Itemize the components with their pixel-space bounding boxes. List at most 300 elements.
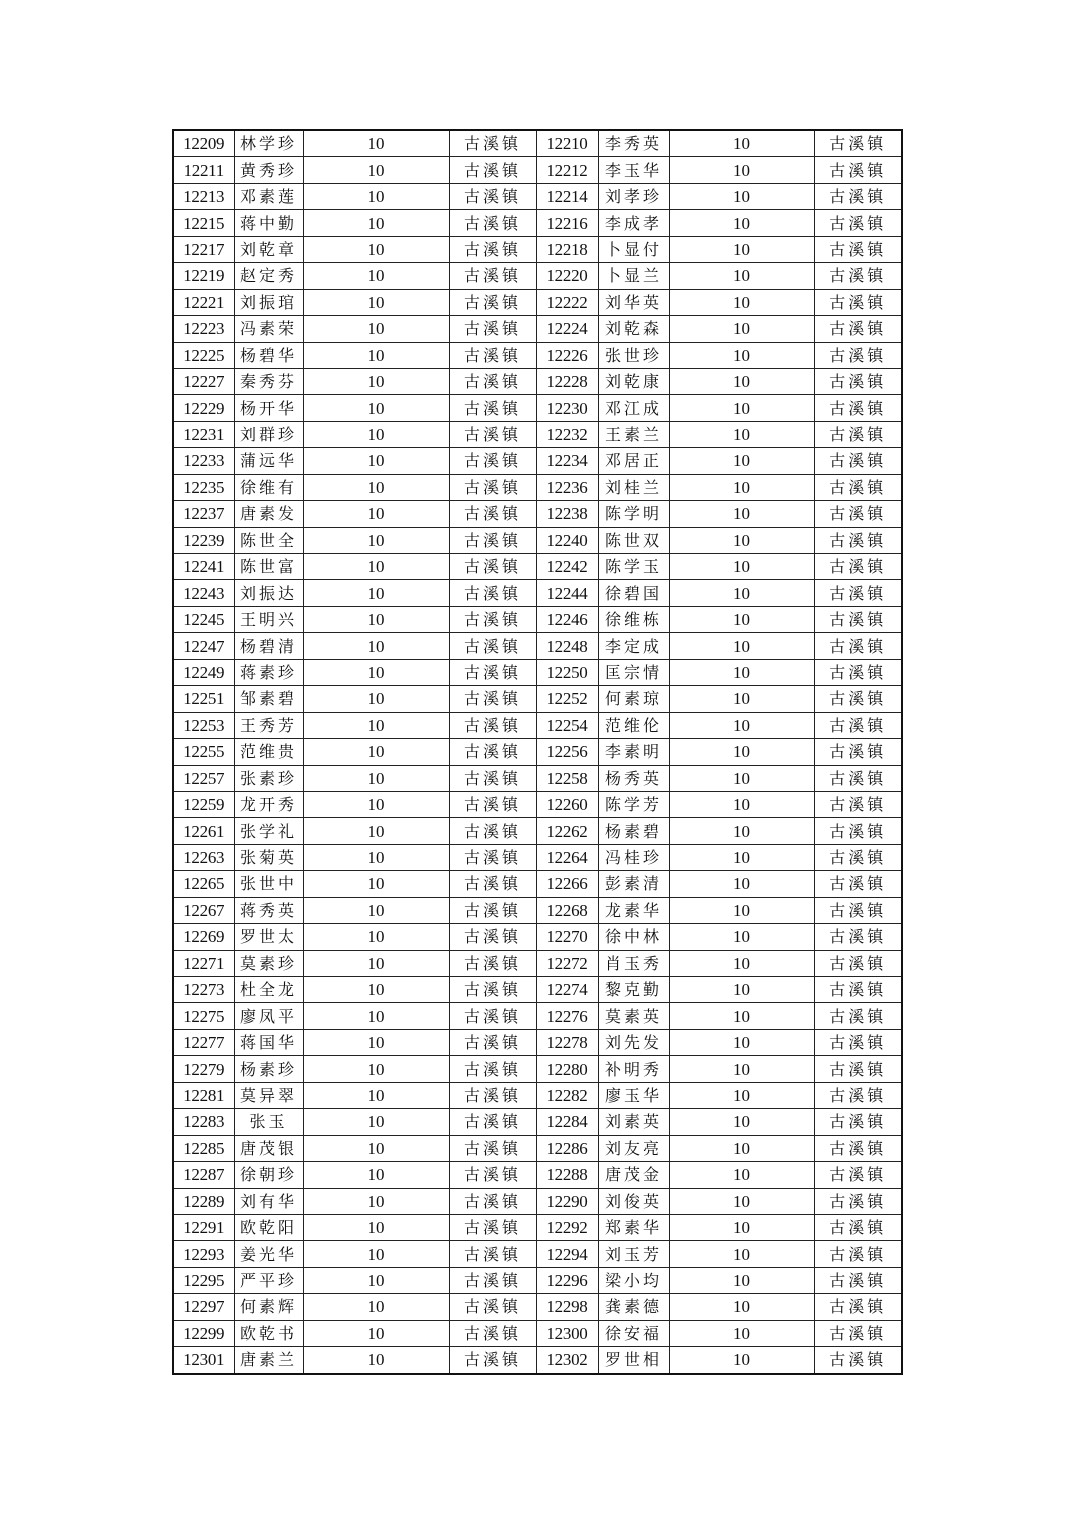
amount-cell: 10 [303,316,449,342]
amount-cell: 10 [669,950,814,976]
town-cell: 古溪镇 [814,474,902,500]
town-cell: 古溪镇 [449,157,536,183]
town-cell: 古溪镇 [449,765,536,791]
record-id-cell: 12269 [173,924,234,950]
amount-cell: 10 [669,527,814,553]
town-cell: 古溪镇 [449,1188,536,1214]
person-name-cell: 李成孝 [598,210,669,236]
town-cell: 古溪镇 [449,342,536,368]
table-row [173,1267,902,1293]
record-id-cell: 12221 [173,289,234,315]
amount-cell: 10 [669,686,814,712]
amount-cell: 10 [303,791,449,817]
amount-cell: 10 [669,210,814,236]
amount-cell: 10 [303,580,449,606]
record-id-cell: 12300 [536,1320,598,1346]
person-name-cell: 张素珍 [234,765,303,791]
town-cell: 古溪镇 [814,739,902,765]
amount-cell: 10 [669,1135,814,1161]
record-id-cell: 12228 [536,368,598,394]
table-row [173,659,902,685]
table-row [173,1082,902,1108]
person-name-cell: 李定成 [598,633,669,659]
record-id-cell: 12293 [173,1241,234,1267]
record-id-cell: 12270 [536,924,598,950]
town-cell: 古溪镇 [449,1162,536,1188]
person-name-cell: 徐碧国 [598,580,669,606]
record-id-cell: 12252 [536,686,598,712]
town-cell: 古溪镇 [449,897,536,923]
town-cell: 古溪镇 [814,289,902,315]
town-cell: 古溪镇 [814,1347,902,1374]
town-cell: 古溪镇 [449,1082,536,1108]
amount-cell: 10 [303,739,449,765]
amount-cell: 10 [303,1135,449,1161]
table-row [173,368,902,394]
person-name-cell: 郑素华 [598,1214,669,1240]
amount-cell: 10 [669,1267,814,1293]
town-cell: 古溪镇 [449,580,536,606]
town-cell: 古溪镇 [814,977,902,1003]
record-id-cell: 12299 [173,1320,234,1346]
town-cell: 古溪镇 [814,554,902,580]
town-cell: 古溪镇 [449,633,536,659]
town-cell: 古溪镇 [449,448,536,474]
town-cell: 古溪镇 [449,130,536,157]
record-id-cell: 12294 [536,1241,598,1267]
person-name-cell: 刘先发 [598,1029,669,1055]
town-cell: 古溪镇 [449,818,536,844]
person-name-cell: 刘振琯 [234,289,303,315]
amount-cell: 10 [669,871,814,897]
amount-cell: 10 [669,765,814,791]
record-id-cell: 12258 [536,765,598,791]
amount-cell: 10 [303,554,449,580]
person-name-cell: 徐中林 [598,924,669,950]
town-cell: 古溪镇 [814,1267,902,1293]
amount-cell: 10 [303,501,449,527]
town-cell: 古溪镇 [449,712,536,738]
town-cell: 古溪镇 [814,950,902,976]
record-id-cell: 12265 [173,871,234,897]
person-name-cell: 唐素发 [234,501,303,527]
table-row [173,527,902,553]
record-id-cell: 12223 [173,316,234,342]
person-name-cell: 李秀英 [598,130,669,157]
town-cell: 古溪镇 [449,791,536,817]
record-id-cell: 12247 [173,633,234,659]
amount-cell: 10 [669,263,814,289]
record-id-cell: 12218 [536,236,598,262]
person-name-cell: 欧乾书 [234,1320,303,1346]
town-cell: 古溪镇 [449,659,536,685]
person-name-cell: 王秀芳 [234,712,303,738]
town-cell: 古溪镇 [449,421,536,447]
record-id-cell: 12256 [536,739,598,765]
amount-cell: 10 [669,1082,814,1108]
record-id-cell: 12240 [536,527,598,553]
person-name-cell: 蒋秀英 [234,897,303,923]
town-cell: 古溪镇 [814,210,902,236]
town-cell: 古溪镇 [449,1214,536,1240]
table-row [173,263,902,289]
person-name-cell: 刘乾章 [234,236,303,262]
record-id-cell: 12260 [536,791,598,817]
person-name-cell: 刘俊英 [598,1188,669,1214]
person-name-cell: 邹素碧 [234,686,303,712]
record-id-cell: 12295 [173,1267,234,1293]
amount-cell: 10 [303,527,449,553]
amount-cell: 10 [669,1294,814,1320]
town-cell: 古溪镇 [814,633,902,659]
record-id-cell: 12213 [173,183,234,209]
amount-cell: 10 [669,1003,814,1029]
amount-cell: 10 [669,791,814,817]
town-cell: 古溪镇 [449,1056,536,1082]
town-cell: 古溪镇 [814,580,902,606]
person-name-cell: 李素明 [598,739,669,765]
amount-cell: 10 [303,236,449,262]
person-name-cell: 范维伦 [598,712,669,738]
town-cell: 古溪镇 [814,1188,902,1214]
person-name-cell: 刘孝珍 [598,183,669,209]
amount-cell: 10 [303,1188,449,1214]
town-cell: 古溪镇 [814,1029,902,1055]
amount-cell: 10 [303,1241,449,1267]
town-cell: 古溪镇 [449,844,536,870]
table-row [173,210,902,236]
amount-cell: 10 [303,818,449,844]
record-id-cell: 12229 [173,395,234,421]
town-cell: 古溪镇 [814,1320,902,1346]
table-row [173,448,902,474]
person-name-cell: 龙素华 [598,897,669,923]
town-cell: 古溪镇 [814,791,902,817]
person-name-cell: 姜光华 [234,1241,303,1267]
amount-cell: 10 [303,130,449,157]
amount-cell: 10 [303,1056,449,1082]
town-cell: 古溪镇 [814,157,902,183]
table-row [173,1135,902,1161]
record-id-cell: 12226 [536,342,598,368]
record-id-cell: 12222 [536,289,598,315]
town-cell: 古溪镇 [814,844,902,870]
town-cell: 古溪镇 [814,1162,902,1188]
amount-cell: 10 [303,395,449,421]
town-cell: 古溪镇 [449,554,536,580]
person-name-cell: 刘华英 [598,289,669,315]
person-name-cell: 徐维有 [234,474,303,500]
person-name-cell: 陈世富 [234,554,303,580]
person-name-cell: 邓居正 [598,448,669,474]
record-id-cell: 12287 [173,1162,234,1188]
town-cell: 古溪镇 [814,421,902,447]
record-id-cell: 12234 [536,448,598,474]
amount-cell: 10 [303,844,449,870]
table-row [173,316,902,342]
person-name-cell: 陈学明 [598,501,669,527]
record-id-cell: 12297 [173,1294,234,1320]
town-cell: 古溪镇 [449,316,536,342]
amount-cell: 10 [303,1267,449,1293]
town-cell: 古溪镇 [814,236,902,262]
amount-cell: 10 [303,712,449,738]
person-name-cell: 肖玉秀 [598,950,669,976]
record-id-cell: 12277 [173,1029,234,1055]
person-name-cell: 何素辉 [234,1294,303,1320]
person-name-cell: 王素兰 [598,421,669,447]
person-name-cell: 范维贵 [234,739,303,765]
record-id-cell: 12284 [536,1109,598,1135]
record-id-cell: 12264 [536,844,598,870]
town-cell: 古溪镇 [814,527,902,553]
person-name-cell: 莫异翠 [234,1082,303,1108]
table-row [173,765,902,791]
person-name-cell: 黎克勤 [598,977,669,1003]
record-id-cell: 12237 [173,501,234,527]
person-name-cell: 蒋国华 [234,1029,303,1055]
person-name-cell: 严平珍 [234,1267,303,1293]
amount-cell: 10 [669,1056,814,1082]
amount-cell: 10 [669,818,814,844]
amount-cell: 10 [669,1162,814,1188]
record-id-cell: 12283 [173,1109,234,1135]
person-name-cell: 蒋中勤 [234,210,303,236]
amount-cell: 10 [669,659,814,685]
town-cell: 古溪镇 [814,712,902,738]
record-id-cell: 12209 [173,130,234,157]
record-id-cell: 12278 [536,1029,598,1055]
table-row [173,342,902,368]
record-id-cell: 12245 [173,606,234,632]
record-id-cell: 12211 [173,157,234,183]
record-id-cell: 12290 [536,1188,598,1214]
person-name-cell: 莫素英 [598,1003,669,1029]
table-row [173,818,902,844]
amount-cell: 10 [669,924,814,950]
town-cell: 古溪镇 [449,1135,536,1161]
record-id-cell: 12276 [536,1003,598,1029]
table-row [173,1029,902,1055]
amount-cell: 10 [669,157,814,183]
record-id-cell: 12296 [536,1267,598,1293]
town-cell: 古溪镇 [814,765,902,791]
town-cell: 古溪镇 [449,686,536,712]
amount-cell: 10 [669,1188,814,1214]
record-id-cell: 12272 [536,950,598,976]
record-id-cell: 12273 [173,977,234,1003]
person-name-cell: 欧乾阳 [234,1214,303,1240]
person-name-cell: 张学礼 [234,818,303,844]
amount-cell: 10 [303,765,449,791]
town-cell: 古溪镇 [449,1003,536,1029]
record-id-cell: 12248 [536,633,598,659]
table-row [173,1188,902,1214]
amount-cell: 10 [669,844,814,870]
amount-cell: 10 [303,210,449,236]
amount-cell: 10 [303,1214,449,1240]
town-cell: 古溪镇 [814,395,902,421]
amount-cell: 10 [303,1003,449,1029]
table-row [173,1214,902,1240]
person-name-cell: 冯桂珍 [598,844,669,870]
person-name-cell: 刘桂兰 [598,474,669,500]
town-cell: 古溪镇 [449,1241,536,1267]
amount-cell: 10 [669,554,814,580]
amount-cell: 10 [669,1214,814,1240]
person-name-cell: 杨碧清 [234,633,303,659]
record-id-cell: 12243 [173,580,234,606]
amount-cell: 10 [669,130,814,157]
person-name-cell: 唐素兰 [234,1347,303,1374]
amount-cell: 10 [303,342,449,368]
table-row [173,421,902,447]
person-name-cell: 冯素荣 [234,316,303,342]
amount-cell: 10 [669,1109,814,1135]
record-id-cell: 12224 [536,316,598,342]
amount-cell: 10 [303,1347,449,1374]
table-row [173,554,902,580]
amount-cell: 10 [669,1347,814,1374]
amount-cell: 10 [669,501,814,527]
record-id-cell: 12302 [536,1347,598,1374]
town-cell: 古溪镇 [814,501,902,527]
record-id-cell: 12291 [173,1214,234,1240]
town-cell: 古溪镇 [449,527,536,553]
amount-cell: 10 [669,633,814,659]
amount-cell: 10 [669,289,814,315]
record-id-cell: 12257 [173,765,234,791]
person-name-cell: 刘玉芳 [598,1241,669,1267]
amount-cell: 10 [303,448,449,474]
amount-cell: 10 [669,368,814,394]
town-cell: 古溪镇 [814,1003,902,1029]
amount-cell: 10 [669,580,814,606]
person-name-cell: 杨秀英 [598,765,669,791]
town-cell: 古溪镇 [449,368,536,394]
person-name-cell: 刘素英 [598,1109,669,1135]
amount-cell: 10 [303,421,449,447]
table-row [173,791,902,817]
person-name-cell: 刘群珍 [234,421,303,447]
record-id-cell: 12289 [173,1188,234,1214]
record-id-cell: 12268 [536,897,598,923]
person-name-cell: 龙开秀 [234,791,303,817]
person-name-cell: 刘振达 [234,580,303,606]
town-cell: 古溪镇 [814,263,902,289]
person-name-cell: 蒲远华 [234,448,303,474]
table-row [173,897,902,923]
person-name-cell: 刘乾康 [598,368,669,394]
table-row [173,712,902,738]
record-id-cell: 12210 [536,130,598,157]
amount-cell: 10 [303,1162,449,1188]
amount-cell: 10 [669,897,814,923]
amount-cell: 10 [669,712,814,738]
amount-cell: 10 [303,977,449,1003]
town-cell: 古溪镇 [814,659,902,685]
record-id-cell: 12227 [173,368,234,394]
person-name-cell: 陈世全 [234,527,303,553]
table-row [173,686,902,712]
amount-cell: 10 [303,871,449,897]
person-name-cell: 邓素莲 [234,183,303,209]
record-id-cell: 12267 [173,897,234,923]
amount-cell: 10 [303,924,449,950]
record-id-cell: 12246 [536,606,598,632]
record-id-cell: 12241 [173,554,234,580]
person-name-cell: 卜显付 [598,236,669,262]
person-name-cell: 杨素碧 [598,818,669,844]
record-id-cell: 12286 [536,1135,598,1161]
amount-cell: 10 [669,421,814,447]
record-id-cell: 12263 [173,844,234,870]
amount-cell: 10 [669,395,814,421]
table-row [173,157,902,183]
record-id-cell: 12262 [536,818,598,844]
table-row [173,1347,902,1374]
amount-cell: 10 [303,183,449,209]
record-id-cell: 12250 [536,659,598,685]
table-row [173,474,902,500]
person-name-cell: 徐朝珍 [234,1162,303,1188]
table-row [173,183,902,209]
town-cell: 古溪镇 [449,210,536,236]
amount-cell: 10 [303,474,449,500]
amount-cell: 10 [669,183,814,209]
town-cell: 古溪镇 [814,924,902,950]
record-id-cell: 12255 [173,739,234,765]
person-name-cell: 陈学芳 [598,791,669,817]
person-name-cell: 陈学玉 [598,554,669,580]
town-cell: 古溪镇 [449,1267,536,1293]
town-cell: 古溪镇 [449,924,536,950]
record-id-cell: 12212 [536,157,598,183]
person-name-cell: 罗世相 [598,1347,669,1374]
record-id-cell: 12285 [173,1135,234,1161]
amount-cell: 10 [303,633,449,659]
person-name-cell: 陈世双 [598,527,669,553]
amount-cell: 10 [303,950,449,976]
table-row [173,1162,902,1188]
record-id-cell: 12274 [536,977,598,1003]
person-name-cell: 张菊英 [234,844,303,870]
record-id-cell: 12251 [173,686,234,712]
record-id-cell: 12215 [173,210,234,236]
person-name-cell: 王明兴 [234,606,303,632]
record-id-cell: 12231 [173,421,234,447]
person-name-cell: 杜全龙 [234,977,303,1003]
table-row [173,844,902,870]
amount-cell: 10 [303,157,449,183]
town-cell: 古溪镇 [814,1082,902,1108]
record-id-cell: 12271 [173,950,234,976]
amount-cell: 10 [303,1294,449,1320]
table-row [173,871,902,897]
table-row [173,977,902,1003]
town-cell: 古溪镇 [814,183,902,209]
town-cell: 古溪镇 [449,1294,536,1320]
record-id-cell: 12288 [536,1162,598,1188]
amount-cell: 10 [303,1109,449,1135]
amount-cell: 10 [303,1029,449,1055]
person-name-cell: 杨素珍 [234,1056,303,1082]
town-cell: 古溪镇 [814,1056,902,1082]
town-cell: 古溪镇 [814,1214,902,1240]
person-name-cell: 刘友亮 [598,1135,669,1161]
town-cell: 古溪镇 [814,1135,902,1161]
table-row [173,1003,902,1029]
